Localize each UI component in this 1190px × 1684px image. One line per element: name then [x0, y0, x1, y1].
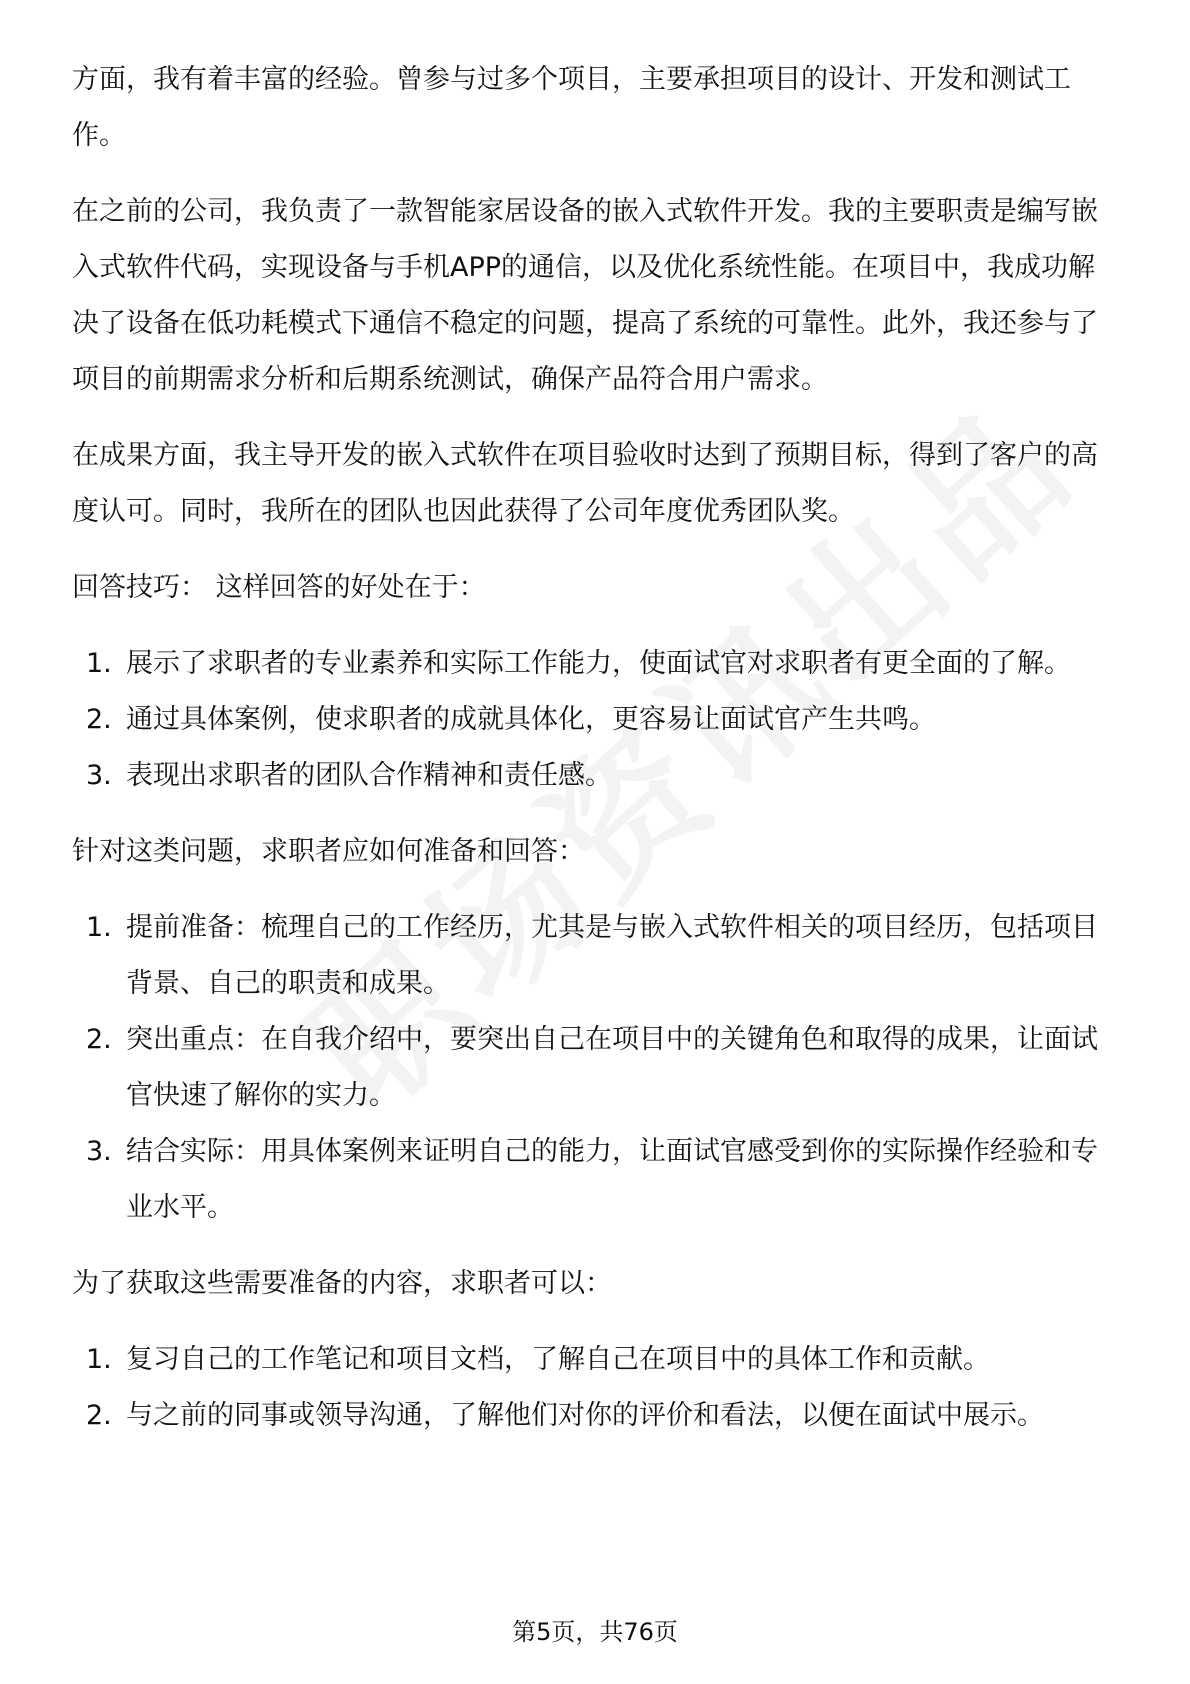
paragraph-prev-company: 在之前的公司，我负责了一款智能家居设备的嵌入式软件开发。我的主要职责是编写嵌入式软件代码，实现设备与手机APP的通信，以及优化系统性能。在项目中，我成功解决了设备在低功耗模式下通信不稳定的问题，提高了系统的可靠性。此外，我还参与了项目的前期需求分析和后期系统测试，确保产品符合用户需求。 — [72, 196, 1098, 395]
list-item — [72, 1124, 1122, 1236]
list-number: 2. — [86, 1400, 112, 1431]
page-content — [72, 52, 1122, 1444]
list-item — [72, 1012, 1122, 1124]
list-number: 1. — [86, 912, 112, 943]
page-footer: 第5页，共76页 — [512, 1618, 678, 1646]
list-item — [72, 1388, 1122, 1444]
list-item — [72, 900, 1122, 1012]
tips-heading: 回答技巧： 这样回答的好处在于： — [72, 572, 486, 603]
list-item-text: 展示了求职者的专业素养和实际工作能力，使面试官对求职者有更全面的了解。 — [126, 648, 1071, 679]
list-item-text: 表现出求职者的团队合作精神和责任感。 — [126, 760, 612, 791]
list-item-text: 结合实际：用具体案例来证明自己的能力，让面试官感受到你的实际操作经验和专业水平。 — [126, 1136, 1098, 1223]
list-number: 3. — [86, 760, 112, 791]
list-item — [72, 748, 1122, 804]
gather-list — [72, 1332, 1122, 1444]
list-item-text: 通过具体案例，使求职者的成就具体化，更容易让面试官产生共鸣。 — [126, 704, 936, 735]
list-number: 3. — [86, 1136, 112, 1167]
list-item-text: 复习自己的工作笔记和项目文档，了解自己在项目中的具体工作和贡献。 — [126, 1344, 990, 1375]
list-item-text: 提前准备：梳理自己的工作经历，尤其是与嵌入式软件相关的项目经历，包括项目背景、自己的职责和成果。 — [126, 912, 1098, 999]
gather-heading: 为了获取这些需要准备的内容，求职者可以： — [72, 1268, 612, 1299]
prep-list — [72, 900, 1122, 1236]
list-item — [72, 1332, 1122, 1388]
list-number: 1. — [86, 648, 112, 679]
prep-heading: 针对这类问题，求职者应如何准备和回答： — [72, 836, 585, 867]
paragraph-results: 在成果方面，我主导开发的嵌入式软件在项目验收时达到了预期目标，得到了客户的高度认可。同时，我所在的团队也因此获得了公司年度优秀团队奖。 — [72, 440, 1098, 527]
list-item-text: 突出重点：在自我介绍中，要突出自己在项目中的关键角色和取得的成果，让面试官快速了解你的实力。 — [126, 1024, 1098, 1111]
list-number: 2. — [86, 704, 112, 735]
paragraph-intro: 方面，我有着丰富的经验。曾参与过多个项目，主要承担项目的设计、开发和测试工作。 — [72, 64, 1071, 151]
list-item-text: 与之前的同事或领导沟通，了解他们对你的评价和看法，以便在面试中展示。 — [126, 1400, 1044, 1431]
list-number: 2. — [86, 1024, 112, 1055]
list-item — [72, 636, 1122, 692]
list-number: 1. — [86, 1344, 112, 1375]
tips-list — [72, 636, 1122, 804]
list-item — [72, 692, 1122, 748]
